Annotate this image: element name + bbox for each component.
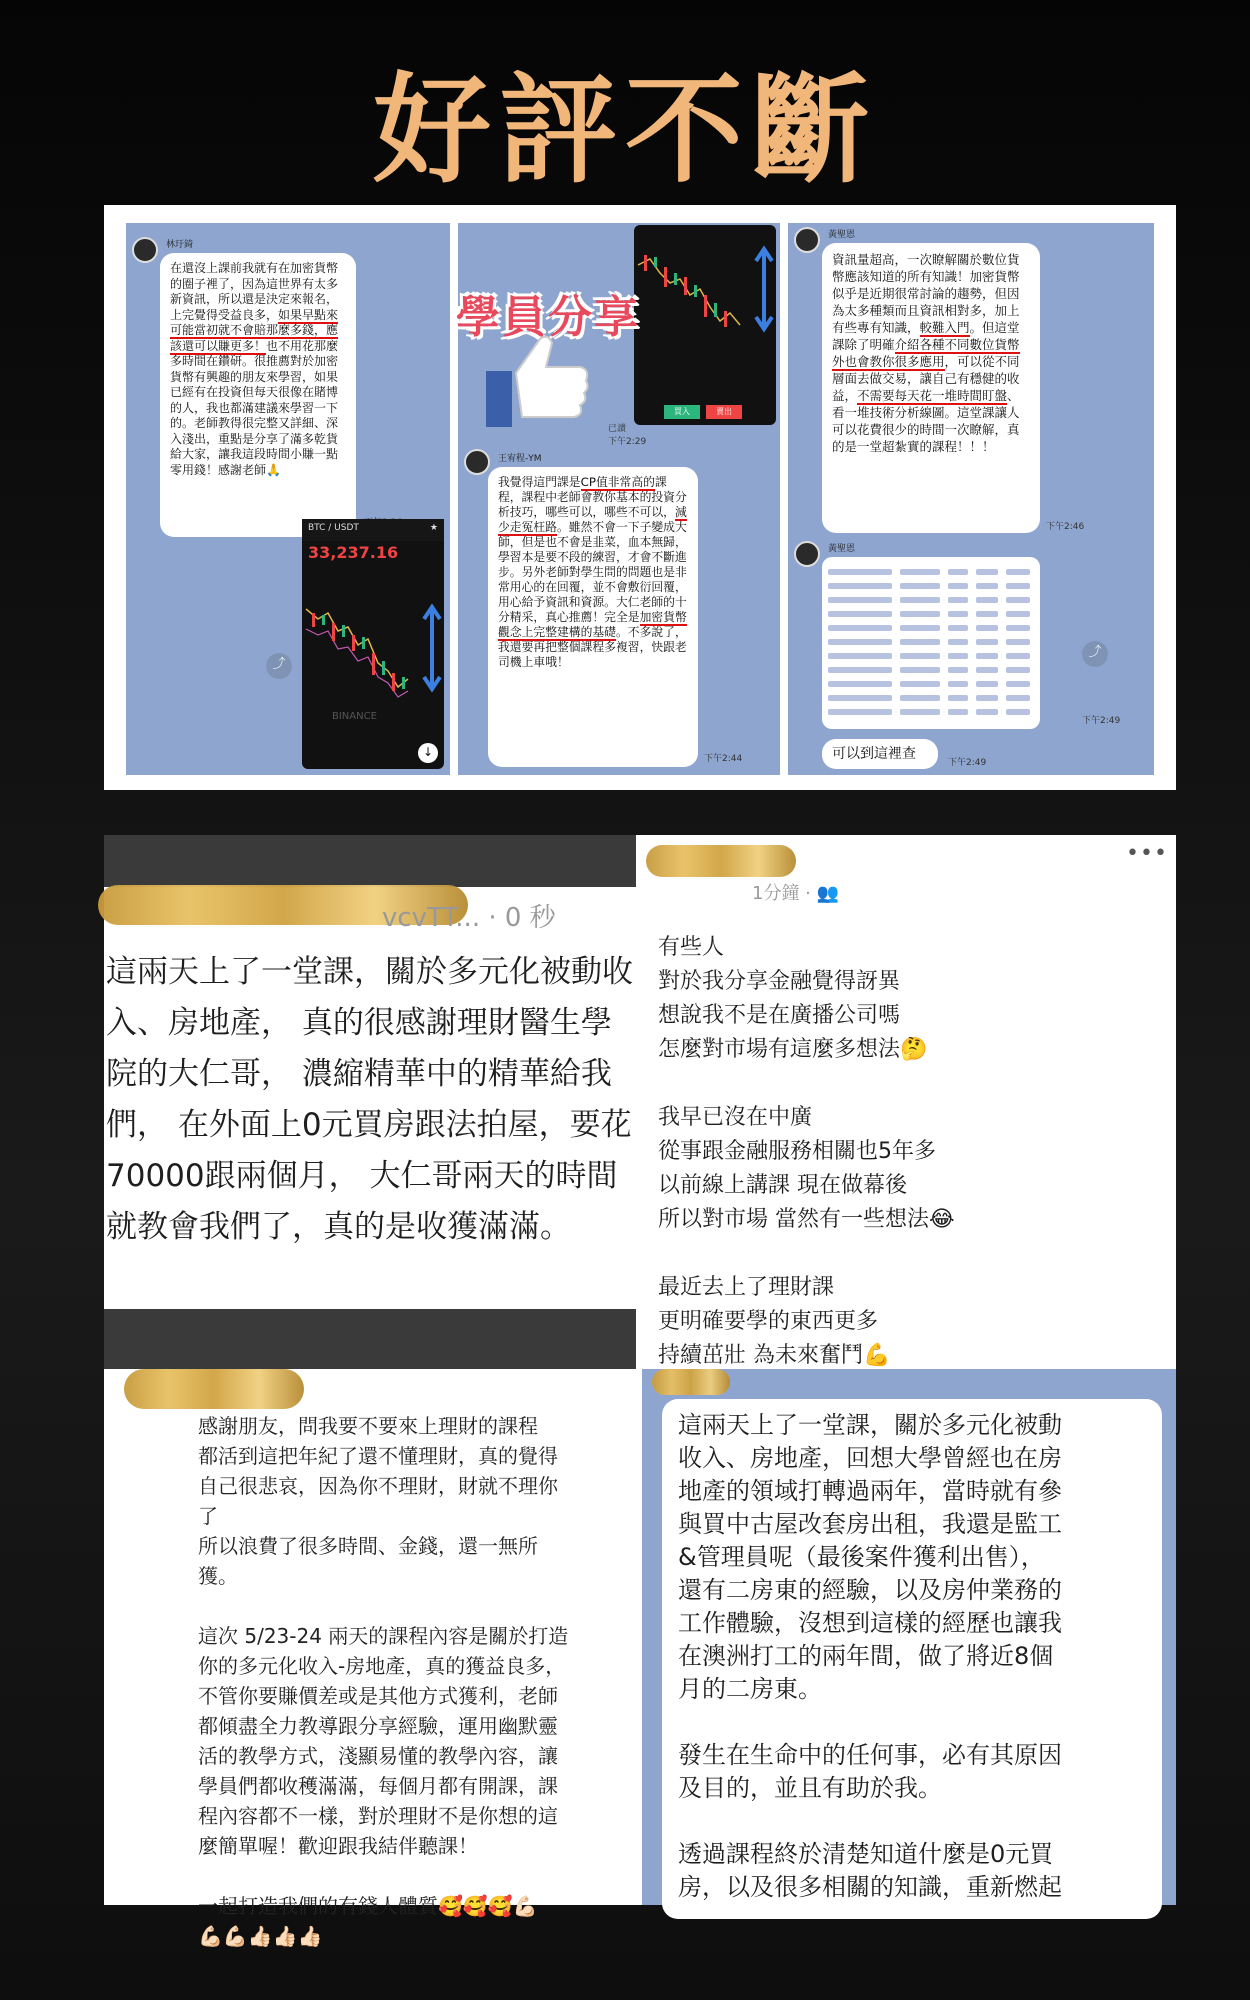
review-post-4 (642, 1369, 1176, 1905)
page-title: 好評不斷 (372, 61, 877, 199)
text-line: 自己很悲哀，因為你不理財，財就不理你 (198, 1474, 558, 1498)
user-name: 黃聖恩 (828, 230, 856, 240)
post-header: 1分鐘 · 👥 (752, 883, 840, 904)
message-text: ，可以從不同層面去做交易，讓自己有穩健的收益， (832, 354, 1020, 403)
message-time: 下午2:49 (1082, 716, 1121, 726)
text-line (678, 1706, 1158, 1739)
text-line (658, 1067, 1168, 1101)
text-line: 與買中古屋改套房出租，我還是監工 (678, 1510, 1062, 1538)
text-line: 持續茁壯 為未來奮鬥💪 (658, 1343, 891, 1368)
chat-column-3 (788, 223, 1154, 775)
message-highlight: 如果早點來可能當初就不會賠那麼多錢，應該還可以賺更多！ (170, 307, 339, 353)
text-line (198, 1861, 634, 1891)
user-name: 黃聖恩 (828, 544, 856, 554)
message-text: 。但這堂課除了明確 (832, 320, 1020, 352)
text-line: 所以對市場 當然有一些想法😂 (658, 1207, 955, 1232)
share-icon[interactable]: ⤴ (1082, 641, 1108, 667)
text-line: 你的多元化收入-房地產，真的獲益良多， (198, 1654, 566, 1678)
message-bubble (662, 1399, 1162, 1919)
message-time: 下午2:44 (704, 754, 743, 764)
text-line: 收入、房地產，回想大學曾經也在房 (678, 1444, 1062, 1472)
candlestick-chart (302, 579, 444, 729)
text-line: 想說我不是在廣播公司嗎 (658, 1003, 901, 1028)
sell-button[interactable]: 賣出 (706, 405, 742, 419)
top-screenshot-panel (104, 205, 1176, 790)
message-time: 下午2:46 (1046, 522, 1085, 532)
post-text (198, 1411, 634, 1951)
user-name: 林玗錡 (166, 240, 194, 250)
review-post-2 (642, 835, 1176, 1369)
text-line: 以前線上講課 現在做幕後 (658, 1173, 907, 1198)
candlestick-chart (634, 225, 776, 375)
message-text: 我覺得這門課是 (498, 475, 581, 489)
text-line (678, 1805, 1158, 1838)
message-time: 下午2:49 (948, 758, 987, 768)
text-line: 透過課程終於清楚知道什麼是0元買 (678, 1840, 1054, 1868)
text-line: 了 (198, 1504, 218, 1528)
trading-app-screenshot (634, 225, 776, 425)
chat-column-1 (126, 223, 450, 775)
redaction-mark (646, 845, 796, 877)
message-text: 在還沒上課前我就有在加密貨幣的圈子裡了，因為這世界有太多新資訊，所以還是決定來報名，上完覺得受益良多， (170, 261, 339, 322)
text-line: 在澳洲打工的兩年間，做了將近8個 (678, 1642, 1054, 1670)
thumbs-up-icon (482, 331, 592, 431)
text-line: 發生在生命中的任何事，必有其原因 (678, 1741, 1062, 1769)
text-line: 麼簡單喔！歡迎跟我結伴聽課！ (198, 1834, 478, 1858)
message-highlight: 減少走冤枉路 (498, 505, 687, 534)
scroll-down-icon[interactable]: ↓ (418, 743, 438, 763)
divider (104, 1311, 636, 1369)
user-name: 王宥程-YM (498, 454, 542, 464)
review-post-3 (104, 1369, 636, 1948)
message-text: 。不多說了，我還要再把整個課程多複習，快跟老司機上車哦！ (498, 625, 687, 669)
text-line: 這次 5/23-24 兩天的課程內容是關於打造 (198, 1624, 569, 1648)
text-line: 更明確要學的東西更多 (658, 1309, 879, 1334)
share-icon[interactable]: ⤴ (266, 653, 292, 679)
text-line (198, 1591, 634, 1621)
avatar (464, 449, 490, 475)
text-line: 房，以及很多相關的知識，重新燃起 (678, 1873, 1062, 1901)
price-value: 33,237.16 (308, 543, 399, 562)
text-line: 都傾盡全力教導跟分享經驗，運用幽默靈 (198, 1714, 558, 1738)
message-highlight: 介紹各種不同數位貨幣外也會教你很多應用 (832, 337, 1020, 369)
text-line: 工作體驗，沒想到這樣的經歷也讓我 (678, 1609, 1062, 1637)
text-line (658, 1237, 1168, 1271)
text-line: 對於我分享金融覺得訝異 (658, 969, 901, 994)
text-line: 最近去上了理財課 (658, 1275, 835, 1300)
text-line: 不管你要賺價差或是其他方式獲利，老師 (198, 1684, 558, 1708)
text-line: 所以浪費了很多時間、金錢，還一無所 (198, 1534, 538, 1558)
text-line: 獲。 (198, 1564, 238, 1588)
text-line: 地產的領域打轉過兩年，當時就有參 (678, 1477, 1062, 1505)
message-highlight: CP值非常高的 (580, 475, 655, 489)
text-line: 感謝朋友，問我要不要來上理財的課程 (198, 1414, 538, 1438)
read-status: 已讀 下午2:29 (608, 424, 647, 447)
message-highlight: 較難入門 (919, 320, 970, 335)
pair-label: BTC / USDT (308, 523, 359, 533)
post-text: 這兩天上了一堂課，關於多元化被動收入、房地產， 真的很感謝理財醫生學院的大仁哥， 濃縮精華中的精華給我們， 在外面上0元買房跟法拍屋，要花70000跟兩個月， 大仁哥兩天的時間就教會我們了，真的是收獲滿滿。 (106, 954, 633, 1245)
text-line: 怎麼對市場有這麼多想法🤔 (658, 1037, 928, 1062)
reply-bubble: 可以到這裡查 (822, 739, 938, 769)
more-options-icon[interactable]: ••• (1126, 841, 1168, 866)
post-text (658, 931, 1168, 1373)
message-text: 、看一堆技術分析線圖。這堂課讓人可以花費很少的時間一次瞭解，真的是一堂超紮實的課程！！！ (832, 388, 1020, 454)
text-line: 及目的，並且有助於我。 (678, 1774, 942, 1802)
message-text: 資訊量超高，一次瞭解關於數位貨幣應該知道的所有知識！加密貨幣似乎是近期很常討論的趨勢，但因為太多種類而且資訊相對多，加上有些專有知識， (832, 252, 1020, 335)
transaction-table-image (822, 557, 1040, 729)
trading-app-screenshot (302, 519, 444, 769)
message-bubble (822, 243, 1040, 533)
chat-column-2 (458, 223, 780, 775)
text-line: 一起打造我們的有錢人體質🥰🥰🥰💪🏻 (198, 1894, 538, 1918)
text-line: 活的教學方式，淺顯易懂的教學內容，讓 (198, 1744, 558, 1768)
redaction-mark (124, 1369, 304, 1409)
svg-text:BINANCE: BINANCE (332, 711, 377, 722)
avatar (132, 237, 158, 263)
text-line: 月的二房東。 (678, 1675, 822, 1703)
text-line: &管理員呢（最後案件獲利出售）， (678, 1543, 1045, 1571)
bottom-screenshot-panel (104, 835, 1176, 1948)
text-line: 我早已沒在中廣 (658, 1105, 813, 1130)
message-text: 課程，課程中老師會教你基本的投資分析技巧，哪些可以，哪些不可以， (498, 475, 687, 519)
text-line: 從事跟金融服務相關也5年多 (658, 1139, 936, 1164)
review-post-1 (104, 835, 636, 1311)
post-text (678, 1409, 1158, 1904)
avatar (794, 541, 820, 567)
message-highlight: 加密貨幣觀念上完整建構的基礎 (498, 610, 687, 639)
avatar (794, 227, 820, 253)
message-bubble (160, 253, 356, 537)
text-line: 有些人 (658, 935, 725, 960)
buy-button[interactable]: 買入 (664, 405, 700, 419)
message-text: 也不用花那麼多時間在鑽研。很推薦對於加密貨幣有興趣的朋友來學習，如果已經有在投資但每天很像在賭博的人，我也都滿建議來學習一下的。老師教得很完整又詳細、深入淺出，重點是分享了滿多乾貨給大家，讓我這段時間小賺一點零用錢！感謝老師🙏 (170, 338, 339, 477)
message-highlight: 不需要每天花一堆時間盯盤 (857, 388, 1008, 403)
text-line: 都活到這把年紀了還不懂理財，真的覺得 (198, 1444, 558, 1468)
text-line: 還有二房東的經驗，以及房仲業務的 (678, 1576, 1062, 1604)
sticker-label: 學員分享 (456, 292, 640, 343)
post-header: vcvTT... · 0 秒 (382, 903, 556, 933)
text-line: 這兩天上了一堂課，關於多元化被動 (678, 1411, 1062, 1439)
message-bubble (488, 467, 698, 767)
text-line: 程內容都不一樣，對於理財不是你想的這 (198, 1804, 558, 1828)
text-line: 學員們都收穫滿滿，每個月都有開課，課 (198, 1774, 558, 1798)
star-icon: ★ (429, 523, 438, 533)
message-text: 。雖然不會一下子變成大師，但是也不會是韭菜，血本無歸，學習本是要不段的練習，才會不斷進步。另外老師對學生問的問題也是非常用心的在回覆，並不會敷衍回覆，用心給予資訊和資源。大仁老師的十分精采，真心推薦！完全是 (498, 520, 687, 624)
text-line: 💪🏻💪🏻👍🏻👍🏻👍🏻 (198, 1924, 323, 1948)
redaction-mark (652, 1369, 730, 1395)
